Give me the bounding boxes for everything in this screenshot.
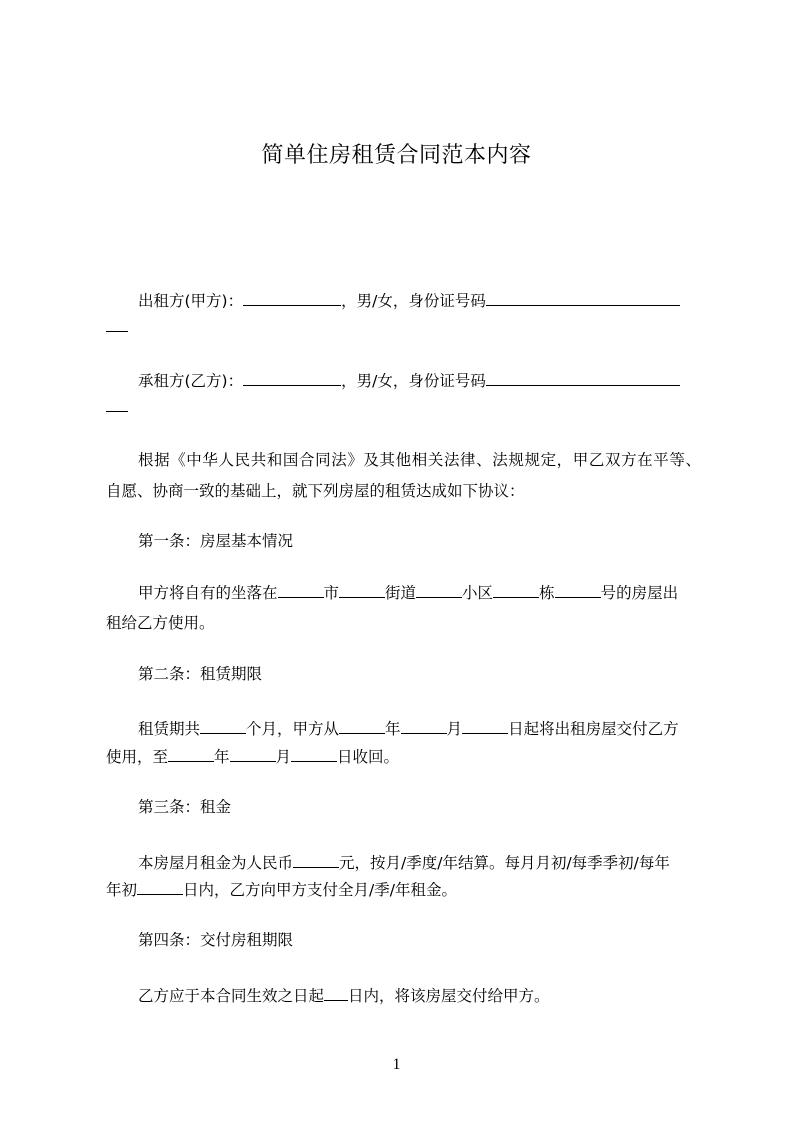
article-1-text-community: 小区 (462, 584, 494, 602)
start-day-blank (462, 717, 508, 734)
article-4-heading: 第四条：交付房租期限 (138, 931, 294, 949)
article-2-line-2 (106, 745, 701, 768)
article-1-text-1: 甲方将自有的坐落在 (138, 584, 278, 602)
article-3-line-2 (106, 878, 701, 901)
party-b-label: 承租方(乙方)： (138, 372, 244, 390)
party-a-id-blank (486, 289, 680, 306)
article-3-text-2: 元，按月/季度/年结算。每月月初/每季季初/每年 (339, 854, 670, 872)
article-2-text-end: 日起将出租房屋交付乙方 (508, 720, 679, 738)
party-a-name-blank (243, 289, 341, 306)
article-3-text-4: 日内，乙方向甲方支付全月/季/年租金。 (183, 881, 457, 899)
party-a-gender-id-label: ，男/女，身份证号码 (341, 292, 486, 310)
page-number: 1 (392, 1056, 401, 1073)
article-2-text-year: 年 (385, 720, 401, 738)
article-2-heading: 第二条：租赁期限 (138, 665, 263, 683)
article-3-line-1 (138, 851, 701, 874)
article-1-heading: 第一条：房屋基本情况 (138, 532, 294, 550)
article-1-text-end: 号的房屋出 (600, 584, 679, 602)
intro-line-1: 根据《中华人民共和国合同法》及其他相关法律、法规规定，甲乙双方在平等、 (138, 451, 701, 469)
delivery-days-blank (324, 984, 348, 1001)
article-1-text-building: 栋 (539, 584, 555, 602)
building-blank (493, 581, 539, 598)
article-1-line-1 (138, 581, 701, 604)
party-b-gender-id-label: ，男/女，身份证号码 (341, 372, 486, 390)
article-1-text-city: 市 (323, 584, 340, 602)
article-3-heading: 第三条：租金 (138, 798, 232, 816)
party-a-id-blank-continued (106, 331, 128, 332)
party-b-name-blank (243, 369, 341, 386)
article-2-text-month: 月 (446, 720, 463, 738)
party-a-line (138, 289, 701, 312)
rent-amount-blank (293, 851, 339, 868)
article-3-text-1: 本房屋月租金为人民币 (138, 854, 294, 872)
article-3-text-3: 年初 (106, 881, 138, 899)
article-4-text-2: 日内，将该房屋交付给甲方。 (348, 987, 550, 1005)
party-b-line (138, 369, 701, 392)
end-month-blank (230, 745, 276, 762)
community-blank (416, 581, 462, 598)
start-month-blank (401, 717, 447, 734)
street-blank (339, 581, 385, 598)
article-2-text-1: 租赁期共 (138, 720, 201, 738)
end-year-blank (168, 745, 214, 762)
city-blank (278, 581, 324, 598)
article-2-text-end-year: 年 (214, 748, 230, 766)
party-b-id-blank-continued (106, 411, 128, 412)
article-2-text-2: 个月，甲方从 (246, 720, 340, 738)
document-title: 简单住房租赁合同范本内容 (261, 143, 532, 168)
number-blank (555, 581, 601, 598)
article-2-text-return: 日收回。 (337, 748, 400, 766)
party-a-label: 出租方(甲方)： (138, 292, 244, 310)
article-2-text-3: 使用，至 (106, 748, 169, 766)
payment-days-blank (137, 878, 183, 895)
start-year-blank (339, 717, 385, 734)
article-1-text-street: 街道 (385, 584, 417, 602)
article-1-line-2: 租给乙方使用。 (106, 614, 215, 632)
article-2-text-end-month: 月 (275, 748, 292, 766)
article-4-line-1 (138, 984, 701, 1007)
article-4-text-1: 乙方应于本合同生效之日起 (138, 987, 325, 1005)
article-2-line-1 (138, 717, 701, 740)
months-blank (200, 717, 246, 734)
end-day-blank (291, 745, 337, 762)
intro-line-2: 自愿、协商一致的基础上，就下列房屋的租赁达成如下协议： (106, 482, 525, 500)
party-b-id-blank (486, 369, 680, 386)
